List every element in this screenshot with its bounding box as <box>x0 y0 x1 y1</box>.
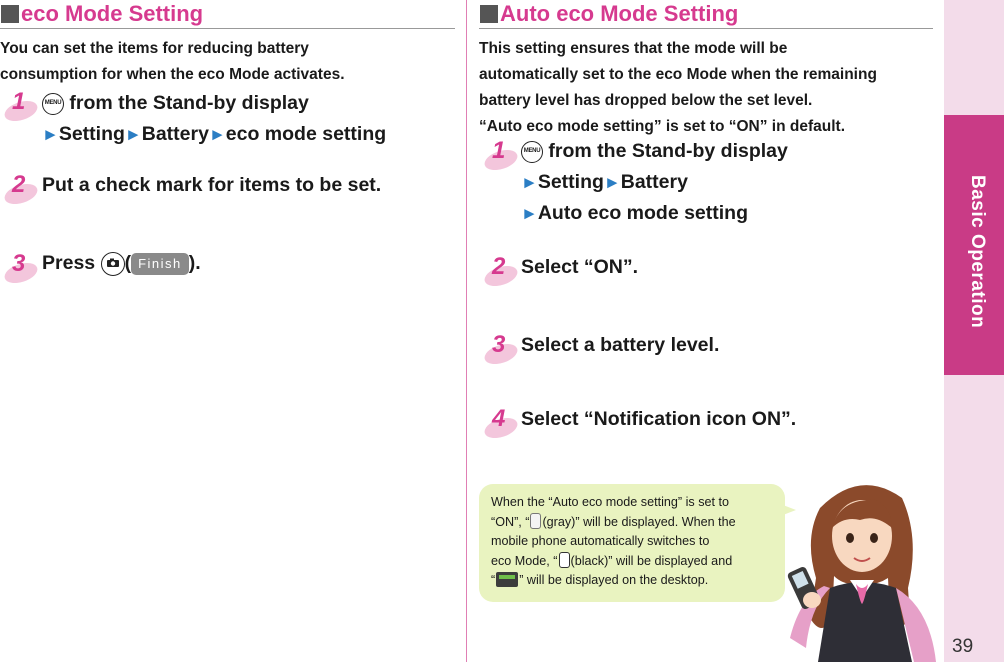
step-line-text: from the Stand-by display <box>64 92 309 114</box>
step-number <box>484 405 524 445</box>
camera-key-icon <box>101 252 125 276</box>
step-number <box>484 253 524 293</box>
eco-mode-desktop-icon <box>496 572 518 587</box>
note-text: ” will be displayed on the desktop. <box>519 573 709 587</box>
step-line-text: from the Stand-by display <box>543 140 788 162</box>
page-number: 39 <box>952 636 974 657</box>
step-paren: ). <box>188 252 201 274</box>
battery-gray-icon <box>530 513 541 529</box>
note-line: mobile phone automatically switches to <box>491 534 710 548</box>
square-bullet-icon <box>1 5 19 23</box>
step-text <box>521 136 788 229</box>
step-line <box>521 167 788 198</box>
note-speech-bubble <box>479 484 785 602</box>
step-number <box>4 88 44 128</box>
menu-path-item: Battery <box>141 123 209 145</box>
note-text: “ON”, “ <box>491 514 530 529</box>
heading-rule <box>479 28 933 29</box>
step-prefix: Press <box>42 252 101 274</box>
step-text: Put a check mark for items to be set. <box>42 174 382 196</box>
step-line <box>521 136 788 167</box>
step-digit: 1 <box>12 88 26 115</box>
arrow-icon: ► <box>603 173 621 192</box>
note-line: When the “Auto eco mode setting” is set to <box>491 495 730 509</box>
menu-key-icon: MENU <box>521 141 543 163</box>
arrow-icon: ► <box>521 204 538 223</box>
note-line <box>491 513 773 533</box>
step-text: Select “Notification icon ON”. <box>521 408 797 430</box>
arrow-icon: ► <box>521 173 538 192</box>
menu-path-item: Setting <box>58 123 125 145</box>
menu-path-item: Auto eco mode setting <box>537 202 749 224</box>
note-line <box>491 552 773 572</box>
note-text: eco Mode, “ <box>491 553 558 568</box>
intro-line: “Auto eco mode setting” is set to “ON” in default. <box>479 118 845 135</box>
eco-mode-heading <box>1 1 203 27</box>
menu-path-item: Setting <box>537 171 604 193</box>
note-text: “ <box>491 573 496 587</box>
step-number <box>484 331 524 371</box>
arrow-icon: ► <box>208 125 226 144</box>
eco-mode-heading-text: eco Mode Setting <box>21 1 204 26</box>
step-digit: 4 <box>492 405 506 432</box>
step-number <box>484 137 524 177</box>
intro-line: battery level has dropped below the set level. <box>479 92 813 109</box>
column-divider <box>466 0 467 662</box>
note-text: (gray)” will be displayed. When the <box>542 514 736 529</box>
step-number <box>4 250 44 290</box>
note-text: (black)” will be displayed and <box>570 553 733 568</box>
eco-mode-intro <box>0 36 345 88</box>
square-bullet-icon <box>480 5 498 23</box>
menu-path-item: eco mode setting <box>225 123 387 145</box>
menu-key-icon: MENU <box>42 93 64 115</box>
step-number <box>4 171 44 211</box>
step-line <box>42 88 386 119</box>
step-line <box>521 198 788 229</box>
step-digit: 3 <box>492 331 506 358</box>
arrow-icon: ► <box>42 125 59 144</box>
intro-line: consumption for when the eco Mode activates. <box>0 66 345 83</box>
section-tab-label: Basic Operation <box>967 175 988 329</box>
step-text <box>42 88 386 150</box>
menu-path-item: Battery <box>620 171 688 193</box>
step-digit: 3 <box>12 250 26 277</box>
auto-eco-intro <box>479 36 877 140</box>
intro-line: automatically set to the eco Mode when the remaining <box>479 66 877 83</box>
step-paren: ( <box>124 252 132 274</box>
auto-eco-heading <box>480 1 738 27</box>
note-line <box>491 571 773 591</box>
step-digit: 2 <box>492 253 506 280</box>
heading-rule <box>0 28 455 29</box>
step-line <box>42 119 386 150</box>
auto-eco-heading-text: Auto eco Mode Setting <box>500 1 739 26</box>
step-text: Select a battery level. <box>521 334 720 356</box>
battery-black-icon <box>559 552 570 568</box>
step-text: Select “ON”. <box>521 256 639 278</box>
intro-line: This setting ensures that the mode will be <box>479 40 788 57</box>
finish-softkey-icon: Finish <box>131 253 189 275</box>
step-text <box>42 248 201 279</box>
step-digit: 2 <box>12 171 26 198</box>
arrow-icon: ► <box>124 125 142 144</box>
step-digit: 1 <box>492 137 506 164</box>
intro-line: You can set the items for reducing battery <box>0 40 309 57</box>
woman-with-phone-illustration <box>780 468 940 662</box>
